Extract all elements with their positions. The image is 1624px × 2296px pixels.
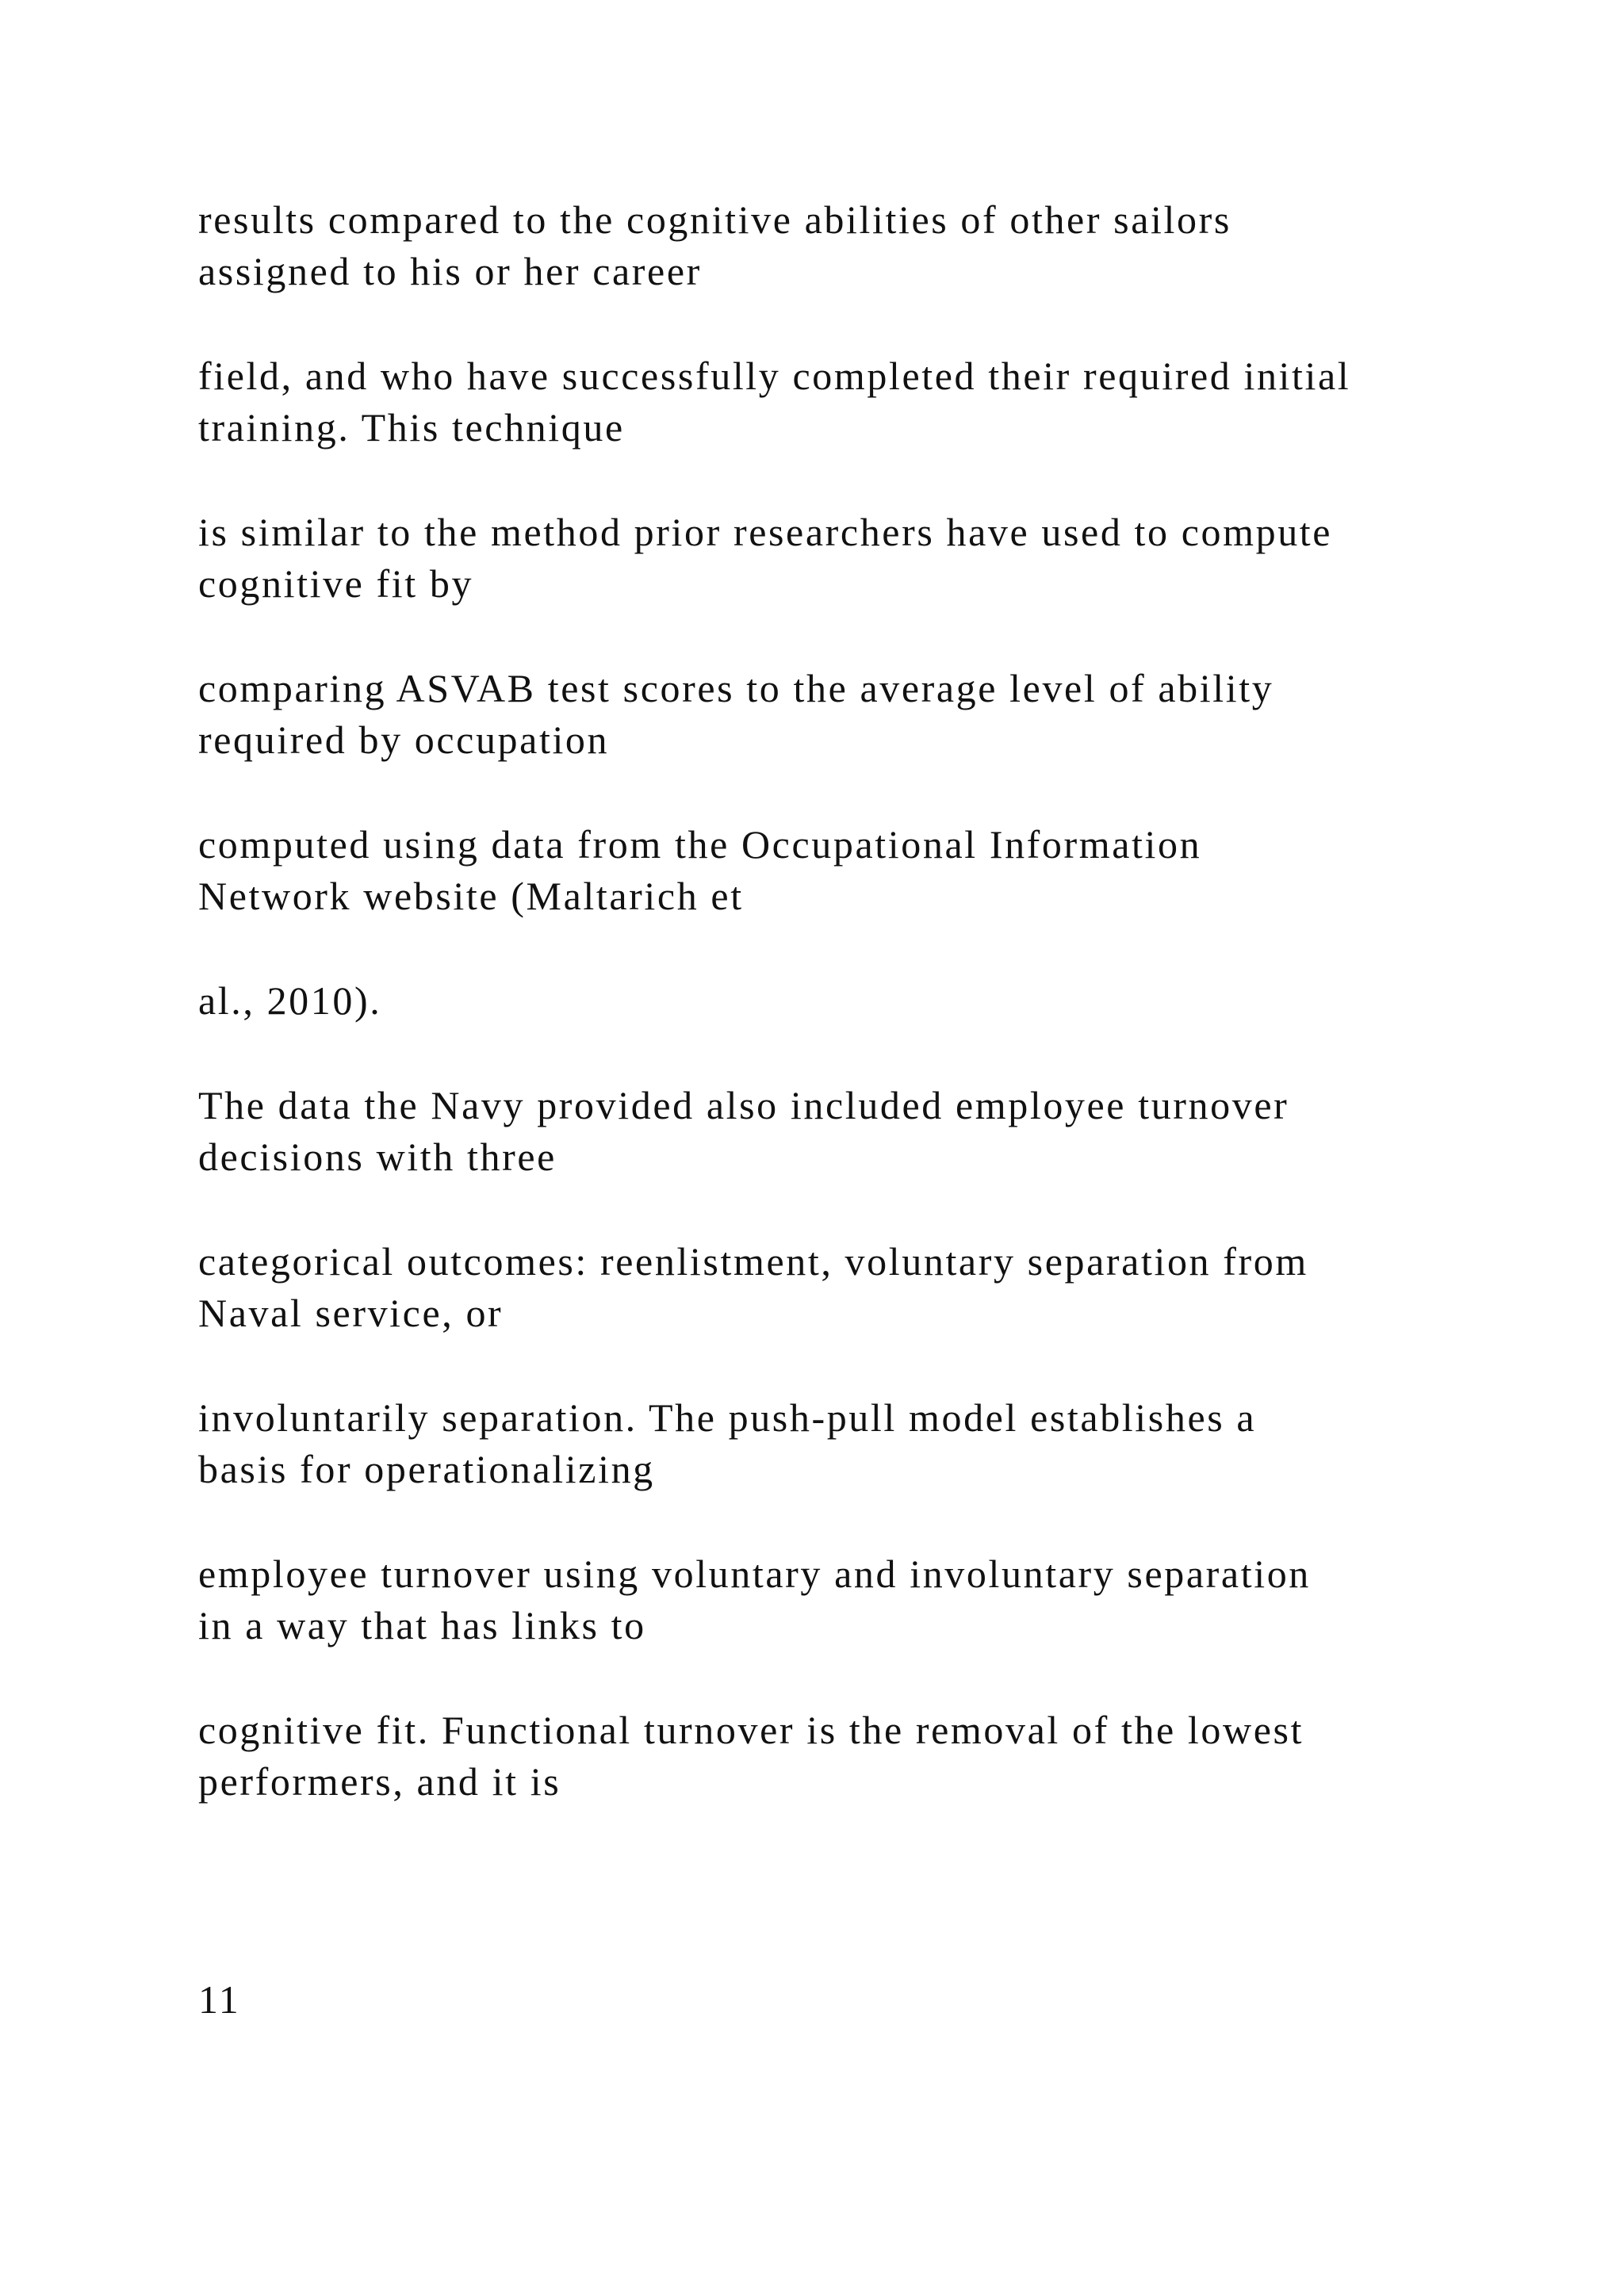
text-line: Network website (Maltarich et — [198, 874, 744, 918]
text-line: cognitive fit. Functional turnover is the removal of the lowest — [198, 1708, 1304, 1752]
text-line: field, and who have successfully completed their required initial — [198, 354, 1351, 398]
text-line: in a way that has links to — [198, 1603, 646, 1647]
text-line: categorical outcomes: reenlistment, voluntary separation from — [198, 1239, 1308, 1284]
text-line: comparing ASVAB test scores to the average level of ability — [198, 666, 1274, 710]
text-line: training. This technique — [198, 405, 625, 450]
paragraph — [198, 1080, 1467, 1183]
text-line: results compared to the cognitive abilities of other sailors — [198, 197, 1231, 242]
text-line: computed using data from the Occupational Information — [198, 822, 1202, 867]
text-line: basis for operationalizing — [198, 1447, 655, 1491]
body-text — [198, 194, 1467, 1861]
text-line: Naval service, or — [198, 1291, 504, 1335]
paragraph — [198, 663, 1467, 766]
paragraph — [198, 1392, 1467, 1495]
text-line: involuntarily separation. The push-pull model establishes a — [198, 1395, 1257, 1440]
text-line: employee turnover using voluntary and involuntary separation — [198, 1552, 1311, 1596]
text-line: The data the Navy provided also included employee turnover — [198, 1083, 1289, 1127]
text-line: required by occupation — [198, 718, 610, 762]
text-line: performers, and it is — [198, 1759, 561, 1804]
text-line: is similar to the method prior researchers have used to compute — [198, 510, 1333, 554]
paragraph — [198, 194, 1467, 297]
text-line: cognitive fit by — [198, 561, 474, 606]
text-line: al., 2010). — [198, 978, 382, 1023]
paragraph — [198, 1236, 1467, 1339]
paragraph — [198, 1705, 1467, 1808]
page-number: 11 — [198, 1977, 241, 2022]
paragraph — [198, 1548, 1467, 1651]
paragraph — [198, 507, 1467, 610]
paragraph — [198, 975, 1467, 1027]
paragraph — [198, 350, 1467, 453]
text-line: assigned to his or her career — [198, 249, 702, 293]
text-line: decisions with three — [198, 1135, 557, 1179]
paragraph — [198, 819, 1467, 922]
